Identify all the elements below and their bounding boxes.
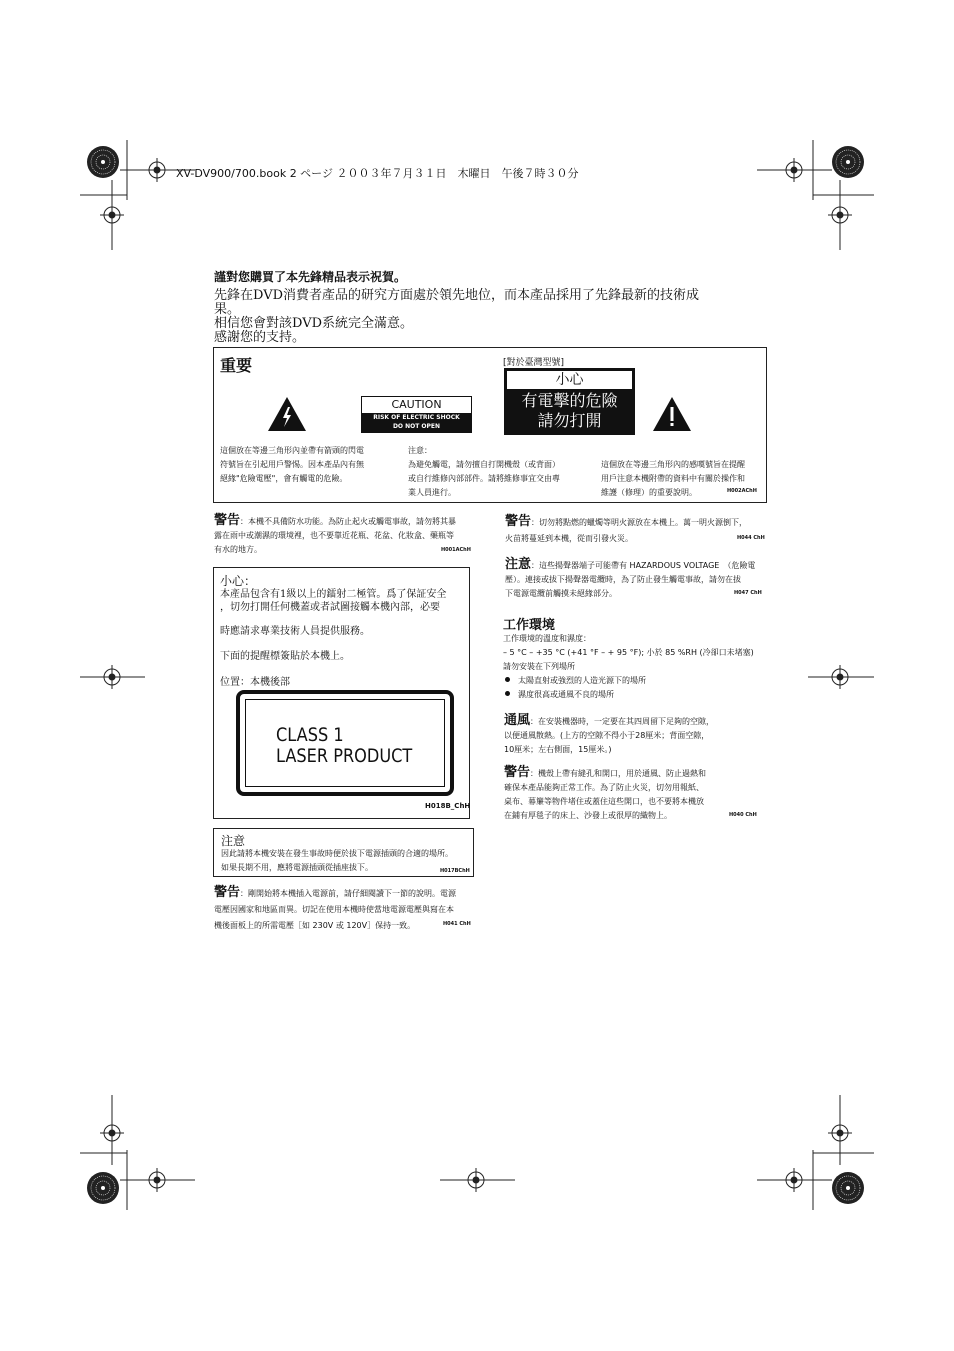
star-target-icon [87, 146, 119, 178]
note-block [505, 558, 767, 601]
intro-line: 相信您會對該DVD系統完全滿意。 [214, 316, 414, 331]
warning-label: 警告 [214, 885, 241, 900]
text-line: 業人員進行。 [408, 488, 456, 497]
caution-sub: DO NOT OPEN [392, 423, 441, 430]
class1-text: CLASS 1 [276, 724, 344, 746]
bullet-icon [505, 691, 510, 696]
text-line: 時應請求專業技術人員提供服務。 [220, 626, 370, 637]
bullet-item [503, 688, 754, 702]
text-line: – 5 °C – +35 °C (+41 °F – + 95 °F); 小於 85 %RH (冷卻口未堵塞) [503, 648, 754, 657]
ref-code: H041 ChH [443, 921, 471, 927]
caution-sub: RISK OF ELECTRIC SHOCK [373, 414, 460, 421]
text-line: 因此請將本機安裝在發生事故時便於拔下電源插頭的合適的場所。 [221, 849, 453, 858]
text-line: 確保本產品能夠正常工作。為了防止火災，切勿用報紙、 [504, 783, 704, 792]
text-line: 太陽直射或強烈的人造光源下的場所 [518, 676, 646, 685]
text-line: 機後面板上的所需電壓［如 230V 或 120V］保持一致。 [214, 921, 416, 930]
ventilation-label: 通風 [504, 713, 531, 728]
warning-block [505, 514, 767, 547]
text-line: ：剛開始將本機插入電源前，請仔細閱讀下一節的說明。電源 [240, 889, 457, 898]
important-col1 [220, 444, 364, 486]
text-line: 請勿安裝在下列場所 [503, 662, 575, 671]
text-line: 符號旨在引起用戶警惕。因本產品內有無 [220, 460, 364, 469]
class1-laser-label [236, 690, 454, 796]
ref-code: H047 ChH [734, 590, 762, 596]
ref-code: H017BChH [440, 868, 470, 874]
ref-code: H001AChH [441, 547, 471, 553]
exclamation-warning-icon [651, 395, 693, 433]
text-line: 下面的提醒標簽貼於本機上。 [220, 651, 350, 662]
star-target-icon [832, 146, 864, 178]
ref-code: H040 ChH [729, 812, 757, 818]
warning-block [214, 514, 470, 557]
text-line: 位置：本機後部 [220, 677, 290, 688]
ventilation-block [504, 714, 768, 757]
taiwan-caution-title: 小心 [507, 371, 632, 389]
important-col3 [601, 458, 745, 500]
text-line: 或自行維修內部部件。請將維修事宜交由專 [408, 474, 560, 483]
text-line: ：本機不具備防水功能。為防止起火或觸電事故，請勿將其暴 [240, 517, 457, 526]
text-line: 電壓因國家和地區而異。切記在使用本機時使當地電源電壓與寫在本 [214, 905, 454, 914]
text-line: ：在安裝機器時，一定要在其四周留下足夠的空隙， [530, 717, 715, 726]
warning-block [214, 885, 470, 934]
text-line: 這個放在等邊三角形內的感嘆號旨在提醒 [601, 460, 745, 469]
text-line: 絕緣"危險電壓"，會有觸電的危險。 [220, 474, 348, 483]
star-target-icon [832, 1172, 864, 1204]
intro-line: 先鋒在DVD消費者產品的研究方面處於領先地位，而本產品採用了先鋒最新的技術成 [214, 288, 700, 303]
text-line: ：切勿將點燃的蠟燭等明火源放在本機上。萬一明火源倒下， [531, 518, 748, 527]
env-title: 工作環境 [503, 618, 556, 633]
text-line: 注意： [408, 446, 432, 455]
warning-label: 警告 [504, 765, 531, 780]
text-line: 下電源電纜前觸摸未絕緣部分。 [505, 589, 617, 598]
text-line: 這個放在等邊三角形內並帶有箭頭的閃電 [220, 446, 364, 455]
ref-code: H044 ChH [737, 535, 765, 541]
text-line: 用戶注意本機附帶的資料中有關於操作和 [601, 474, 745, 483]
intro-title: 謹對您購買了本先鋒精品表示祝賀。 [214, 270, 407, 284]
warning-label: 警告 [214, 513, 241, 528]
star-target-icon [87, 1172, 119, 1204]
bullet-item [503, 674, 754, 688]
ref-code: H002AChH [727, 488, 757, 494]
important-title: 重要 [220, 356, 253, 375]
text-line: 壓）。連接或拔下揚聲器電纜時，為了防止發生觸電事故，請勿在拔 [505, 575, 741, 584]
print-header: XV-DV900/700.book 2 ページ ２００３年７月３１日 木曜日 午後７時３０分 [176, 167, 579, 180]
text-line: 本產品包含有1級以上的鐳射二極管。爲了保証安全 [220, 589, 447, 600]
taiwan-caution-line: 請勿打開 [537, 411, 602, 430]
bullet-icon [505, 677, 510, 682]
text-line: 桌布、幕簾等物件堵住或蓋住這些開口，也不要將本機放 [504, 797, 704, 806]
caution-text: CAUTION [391, 398, 442, 411]
text-line: 為避免觸電，請勿擅自打開機殼（或背面） [408, 460, 560, 469]
text-line: ：機殼上帶有縫孔和開口，用於通風、防止過熱和 [530, 769, 707, 778]
note-text [221, 847, 453, 875]
ref-code: H018B_ChH [425, 802, 471, 810]
text-line: 如果長期不用，應將電源插頭從插座拔下。 [221, 863, 373, 872]
text-line: 10厘米；左右側面，15厘米。) [504, 745, 612, 754]
text-line: 在鋪有厚毯子的床上、沙發上或很厚的織物上。 [504, 811, 672, 820]
laser-product-text: LASER PRODUCT [276, 745, 413, 767]
taiwan-label: [對於臺灣型號] [503, 358, 565, 368]
text-line: 火苗將蔓延到本機，從而引發火災。 [505, 534, 633, 543]
intro-line: 感謝您的支持。 [214, 330, 306, 345]
note-label: 注意 [221, 834, 246, 848]
lightning-warning-icon [266, 395, 308, 433]
laser-caution-title: 小心： [220, 574, 257, 588]
text-line: 維護（修理）的重要說明。 [601, 488, 697, 497]
warning-label: 警告 [505, 514, 532, 529]
important-col2 [408, 444, 560, 500]
laser-text [220, 588, 446, 614]
taiwan-caution-label [504, 368, 635, 435]
text-line: ：這些揚聲器端子可能帶有 HAZARDOUS VOLTAGE （危險電 [531, 561, 756, 570]
caution-label [361, 396, 472, 433]
note-label: 注意 [505, 557, 532, 572]
text-line: 以便通風散熱。(上方的空隙不得小于28厘米；背面空隙， [504, 731, 710, 740]
env-text [503, 632, 754, 702]
text-line: 濕度很高或通風不良的場所 [518, 690, 614, 699]
text-line: ，切勿打開任何機蓋或者試圖接觸本機內部，必要 [220, 602, 440, 613]
taiwan-caution-line: 有電擊的危險 [521, 391, 618, 410]
text-line: 有水的地方。 [214, 545, 262, 554]
intro-line: 果。 [214, 302, 241, 317]
text-line: 露在雨中或潮濕的環境裡，也不要靠近花瓶、花盆、化妝盒、藥瓶等 [214, 531, 454, 540]
text-line: 工作環境的溫度和濕度： [503, 634, 591, 643]
